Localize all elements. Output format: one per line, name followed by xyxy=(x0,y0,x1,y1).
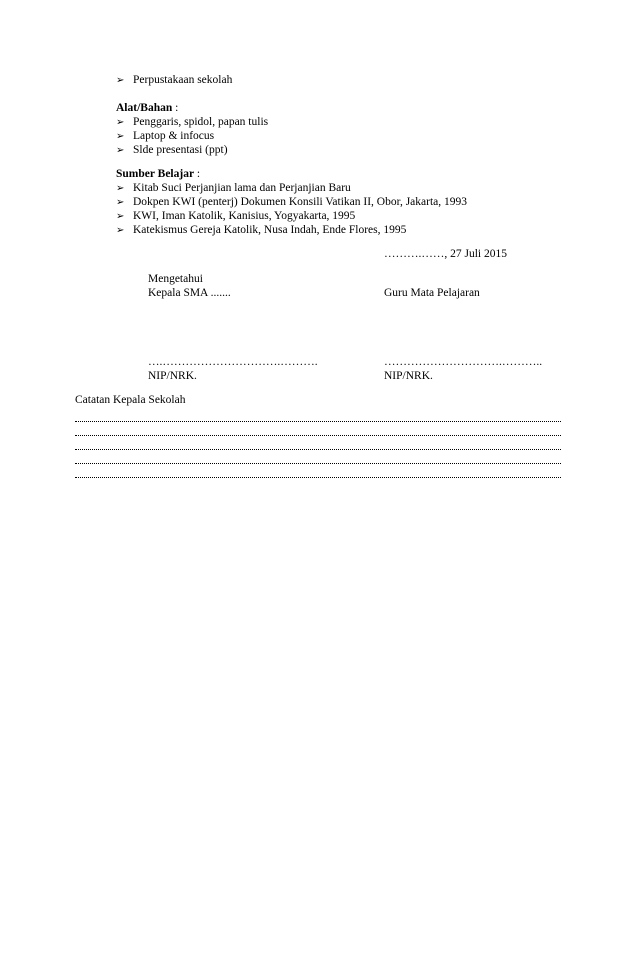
tools-item-text: Slde presentasi (ppt) xyxy=(133,144,228,156)
principal-signature-dots: ….………………………….………. xyxy=(148,356,318,368)
source-item-text: Dokpen KWI (penterj) Dokumen Konsili Vatikan II, Obor, Jakarta, 1993 xyxy=(133,196,468,208)
facility-item-text: Perpustakaan sekolah xyxy=(133,74,233,86)
notes-dotted-line xyxy=(75,463,561,464)
sources-title-suffix: : xyxy=(194,168,201,180)
arrow-bullet-icon: ➢ xyxy=(116,225,125,236)
source-item xyxy=(116,181,351,196)
source-item xyxy=(116,195,467,210)
tools-item-text: Penggaris, spidol, papan tulis xyxy=(133,116,269,128)
signature-acknowledge-label: Mengetahui xyxy=(148,273,203,285)
notes-dotted-line xyxy=(75,421,561,422)
notes-dotted-line xyxy=(75,449,561,450)
notes-title: Catatan Kepala Sekolah xyxy=(75,394,186,406)
arrow-bullet-icon: ➢ xyxy=(116,131,125,142)
source-item-text: KWI, Iman Katolik, Kanisius, Yogyakarta, 1995 xyxy=(133,210,356,222)
notes-dotted-line xyxy=(75,435,561,436)
tools-title: Alat/Bahan xyxy=(116,102,173,114)
tools-item xyxy=(116,143,228,158)
notes-dotted-line xyxy=(75,477,561,478)
source-item-text: Kitab Suci Perjanjian lama dan Perjanjian Baru xyxy=(133,182,351,194)
tools-heading xyxy=(116,101,178,116)
arrow-bullet-icon: ➢ xyxy=(116,117,125,128)
sources-title: Sumber Belajar xyxy=(116,168,195,180)
tools-item xyxy=(116,115,268,130)
arrow-bullet-icon: ➢ xyxy=(116,197,125,208)
source-item xyxy=(116,223,406,238)
facility-item xyxy=(116,73,232,88)
arrow-bullet-icon: ➢ xyxy=(116,75,125,86)
teacher-label: Guru Mata Pelajaran xyxy=(384,287,480,299)
tools-title-suffix: : xyxy=(172,102,179,114)
source-item-text: Katekismus Gereja Katolik, Nusa Indah, Ende Flores, 1995 xyxy=(133,224,407,236)
tools-item-text: Laptop & infocus xyxy=(133,130,215,142)
teacher-signature-dots: ………………………….……….. xyxy=(384,356,543,368)
tools-item xyxy=(116,129,214,144)
teacher-nip-label: NIP/NRK. xyxy=(384,370,433,382)
principal-label: Kepala SMA ....... xyxy=(148,287,231,299)
arrow-bullet-icon: ➢ xyxy=(116,183,125,194)
arrow-bullet-icon: ➢ xyxy=(116,145,125,156)
source-item xyxy=(116,209,355,224)
principal-nip-label: NIP/NRK. xyxy=(148,370,197,382)
sources-heading xyxy=(116,167,200,182)
arrow-bullet-icon: ➢ xyxy=(116,211,125,222)
signature-date: ……….……, 27 Juli 2015 xyxy=(384,248,507,260)
